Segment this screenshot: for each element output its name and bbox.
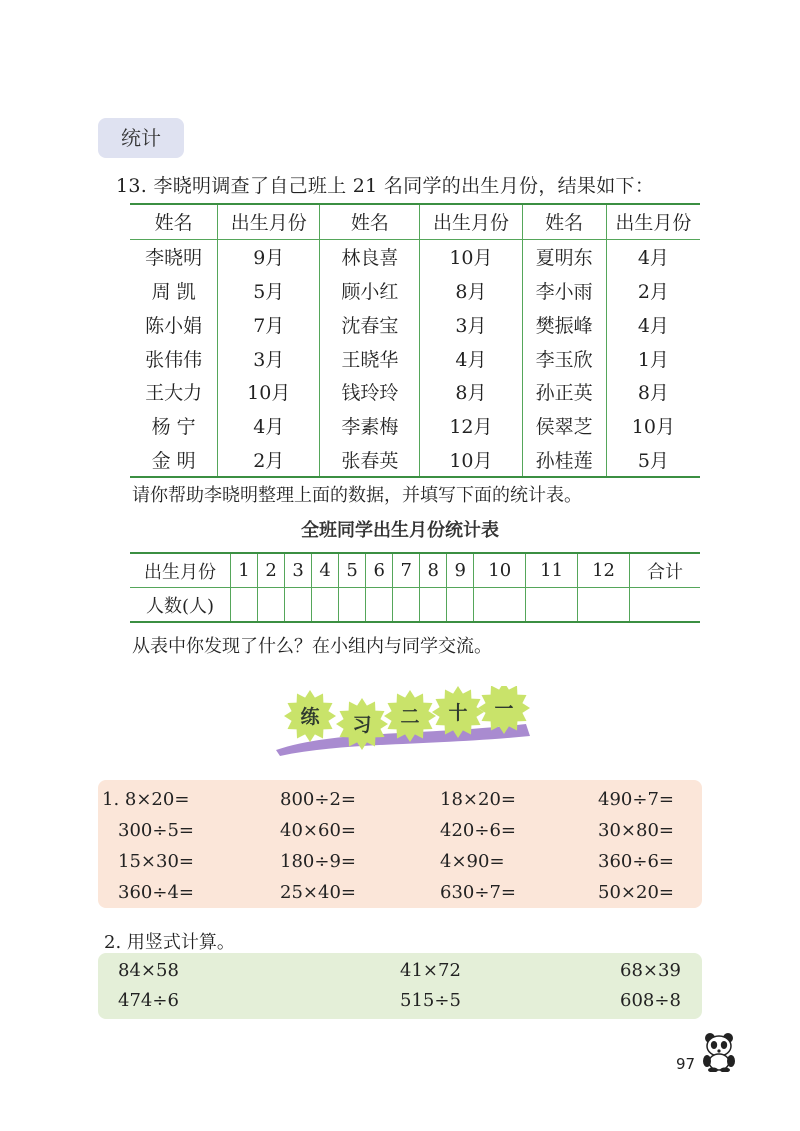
- survey-header-cell: 出生月份: [420, 204, 522, 239]
- month-header-cell: 2: [258, 553, 285, 588]
- mental-math-problem: 30×80=: [598, 820, 674, 841]
- mental-math-problem: 360÷6=: [598, 851, 674, 872]
- exercise-2-row: [98, 955, 702, 987]
- student-name-cell: 李玉欣: [522, 341, 606, 375]
- birth-month-cell: 3月: [218, 341, 320, 375]
- count-input-cell[interactable]: [258, 588, 285, 623]
- student-name-cell: 钱玲玲: [320, 375, 420, 409]
- student-name-cell: 杨 宁: [130, 409, 218, 443]
- student-name-cell: 周 凯: [130, 274, 218, 308]
- student-name-cell: 夏明东: [522, 239, 606, 273]
- written-calc-problem: 515÷5: [400, 990, 461, 1011]
- mental-math-problem: 25×40=: [280, 882, 356, 903]
- count-input-cell[interactable]: [366, 588, 393, 623]
- mental-math-problem: 4×90=: [440, 851, 505, 872]
- mental-math-problem: 18×20=: [440, 789, 516, 810]
- birth-month-cell: 8月: [637, 382, 669, 405]
- exercise-1-row: [98, 846, 702, 878]
- month-header-cell: 10: [474, 553, 526, 588]
- student-name-cell: 金 明: [130, 443, 218, 478]
- student-name-cell: 沈春宝: [320, 307, 420, 341]
- mental-math-problem: 800÷2=: [280, 789, 356, 810]
- instruction-text: 请你帮助李晓明整理上面的数据，并填写下面的统计表。: [132, 485, 582, 506]
- survey-header-cell: 姓名: [522, 204, 606, 239]
- mental-math-problem: 40×60=: [280, 820, 356, 841]
- written-calc-problem: 474÷6: [118, 990, 179, 1011]
- banner-char: 练: [300, 706, 320, 728]
- birth-month-cell: 10月: [218, 375, 320, 409]
- count-input-cell[interactable]: [312, 588, 339, 623]
- month-header-cell: 8: [420, 553, 447, 588]
- page-number: 97: [676, 1055, 696, 1073]
- birth-month-cell: 12月: [420, 409, 522, 443]
- student-name-cell: 李晓明: [130, 239, 218, 273]
- mental-math-problem: 300÷5=: [118, 820, 194, 841]
- question-2-title: 2. 用竖式计算。: [104, 932, 235, 953]
- exercise-2-row: [98, 985, 702, 1017]
- birth-month-cell: 5月: [218, 274, 320, 308]
- stat-row1-label: 出生月份: [130, 553, 231, 588]
- survey-header-cell: 出生月份: [606, 204, 700, 239]
- mental-math-problem: 1. 8×20=: [102, 789, 190, 810]
- stat-row-months: [130, 553, 700, 588]
- mental-math-problem: 630÷7=: [440, 882, 516, 903]
- survey-header-cell: 姓名: [320, 204, 420, 239]
- birth-month-cell: 1月: [637, 348, 669, 371]
- survey-row: [130, 443, 700, 478]
- birth-month-cell: 10月: [420, 443, 522, 478]
- question-13-title: 13. 李晓明调查了自己班上 21 名同学的出生月份，结果如下：: [116, 175, 655, 197]
- survey-header-cell: 姓名: [130, 204, 218, 239]
- total-count-cell[interactable]: [630, 588, 701, 623]
- student-name-cell: 张春英: [320, 443, 420, 478]
- total-header-cell: 合计: [630, 553, 701, 588]
- student-name-cell: 顾小红: [320, 274, 420, 308]
- student-name-cell: 李素梅: [320, 409, 420, 443]
- survey-row: [130, 307, 700, 341]
- count-input-cell[interactable]: [578, 588, 630, 623]
- survey-row: [130, 375, 700, 409]
- month-header-cell: 9: [447, 553, 474, 588]
- count-input-cell[interactable]: [447, 588, 474, 623]
- birth-month-cell: 3月: [420, 307, 522, 341]
- month-header-cell: 7: [393, 553, 420, 588]
- survey-row: [130, 409, 700, 443]
- panda-icon: [700, 1030, 738, 1072]
- month-header-cell: 5: [339, 553, 366, 588]
- student-name-cell: 侯翠芝: [522, 409, 606, 443]
- birth-month-cell: 4月: [420, 341, 522, 375]
- written-calc-problem: 68×39: [620, 960, 681, 981]
- mental-math-problem: 180÷9=: [280, 851, 356, 872]
- month-header-cell: 11: [526, 553, 578, 588]
- survey-header-cell: 出生月份: [218, 204, 320, 239]
- student-name-cell: 王大力: [130, 375, 218, 409]
- discussion-text: 从表中你发现了什么？在小组内与同学交流。: [132, 636, 492, 657]
- exercise-1-row: [98, 784, 702, 816]
- month-header-cell: 6: [366, 553, 393, 588]
- exercise-1-box: [98, 780, 702, 908]
- count-input-cell[interactable]: [474, 588, 526, 623]
- student-name-cell: 樊振峰: [522, 307, 606, 341]
- section-tag-statistics: 统计: [98, 118, 184, 158]
- student-name-cell: 张伟伟: [130, 341, 218, 375]
- birth-month-cell: 2月: [637, 280, 669, 303]
- count-input-cell[interactable]: [420, 588, 447, 623]
- written-calc-problem: 84×58: [118, 960, 179, 981]
- mental-math-problem: 50×20=: [598, 882, 674, 903]
- student-name-cell: 林良喜: [320, 239, 420, 273]
- survey-row: [130, 274, 700, 308]
- birth-month-cell: 10月: [420, 239, 522, 273]
- birth-month-stat-table: [130, 552, 700, 623]
- survey-row: [130, 239, 700, 273]
- banner-char: 一: [494, 698, 514, 720]
- birth-month-survey-table: [130, 203, 700, 478]
- survey-header-row: [130, 204, 700, 239]
- month-header-cell: 1: [231, 553, 258, 588]
- survey-row: [130, 341, 700, 375]
- exercise-1-row: [98, 815, 702, 847]
- birth-month-cell: 4月: [637, 314, 669, 337]
- mental-math-problem: 420÷6=: [440, 820, 516, 841]
- mental-math-problem: 490÷7=: [598, 789, 674, 810]
- birth-month-cell: 8月: [420, 274, 522, 308]
- birth-month-cell: 8月: [420, 375, 522, 409]
- stat-row-counts: [130, 588, 700, 623]
- count-input-cell[interactable]: [339, 588, 366, 623]
- count-input-cell[interactable]: [231, 588, 258, 623]
- birth-month-cell: 4月: [218, 409, 320, 443]
- month-header-cell: 4: [312, 553, 339, 588]
- stat-table-title: 全班同学出生月份统计表: [301, 520, 499, 541]
- birth-month-cell: 5月: [606, 443, 700, 478]
- written-calc-problem: 41×72: [400, 960, 461, 981]
- student-name-cell: 孙桂莲: [522, 443, 606, 478]
- birth-month-cell: 2月: [218, 443, 320, 478]
- student-name-cell: 陈小娟: [130, 307, 218, 341]
- written-calc-problem: 608÷8: [620, 990, 681, 1011]
- count-input-cell[interactable]: [393, 588, 420, 623]
- banner-char: 二: [400, 706, 420, 728]
- birth-month-cell: 7月: [218, 307, 320, 341]
- count-input-cell[interactable]: [285, 588, 312, 623]
- stat-row2-label: 人数(人): [130, 588, 231, 623]
- month-header-cell: 12: [578, 553, 630, 588]
- banner-char: 习: [352, 714, 372, 736]
- mental-math-problem: 15×30=: [118, 851, 194, 872]
- exercise-2-box: [98, 953, 702, 1019]
- birth-month-cell: 10月: [631, 416, 675, 439]
- birth-month-cell: 4月: [637, 247, 669, 270]
- exercise-1-row: [98, 877, 702, 909]
- exercise-banner: [276, 686, 536, 756]
- month-header-cell: 3: [285, 553, 312, 588]
- student-name-cell: 王晓华: [320, 341, 420, 375]
- banner-char: 十: [448, 702, 468, 724]
- birth-month-cell: 9月: [218, 239, 320, 273]
- count-input-cell[interactable]: [526, 588, 578, 623]
- mental-math-problem: 360÷4=: [118, 882, 194, 903]
- student-name-cell: 孙正英: [522, 375, 606, 409]
- student-name-cell: 李小雨: [522, 274, 606, 308]
